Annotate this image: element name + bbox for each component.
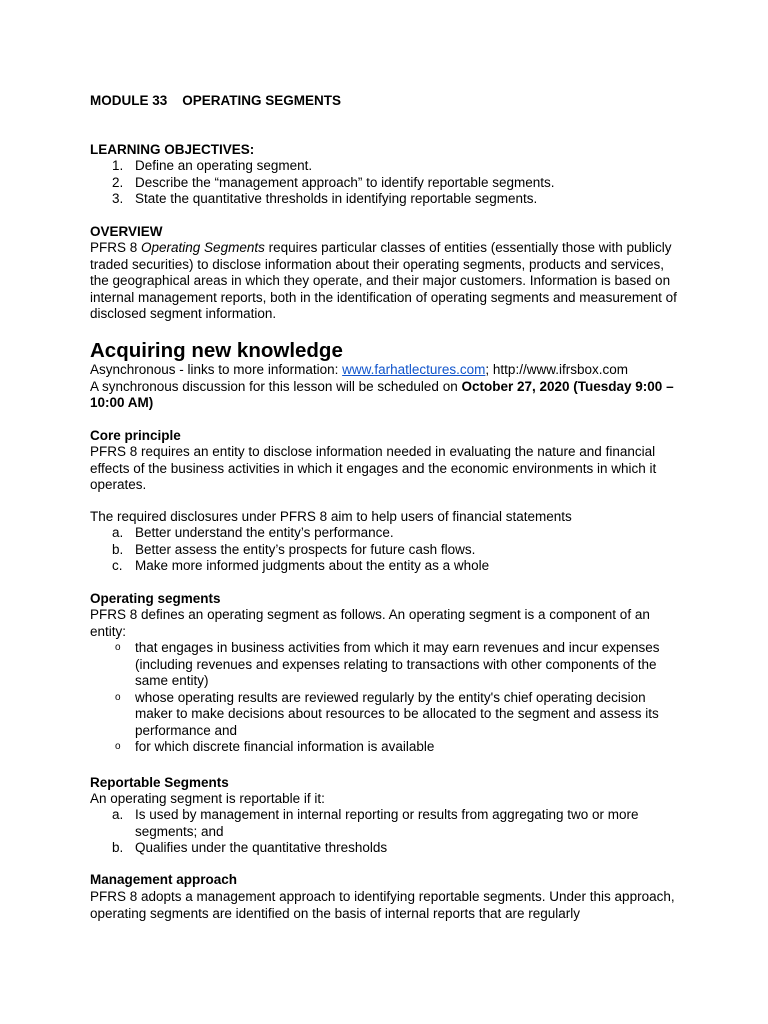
list-item [90,542,680,559]
list-item [90,558,680,575]
bullet-marker: o [115,642,121,653]
list-marker: c. [112,558,123,573]
list-item-text: Describe the “management approach” to identify reportable segments. [135,174,555,190]
reportable-segments-title: Reportable Segments [90,775,229,790]
list-marker: b. [112,541,124,557]
list-item [90,807,680,840]
sync-line [90,379,684,412]
list-item [90,739,680,756]
overview-standard-name: Operating Segments [141,240,265,255]
async-prefix: Asynchronous - links to more information: [90,362,343,377]
resource-info [90,362,684,412]
required-disclosures-text: The required disclosures under PFRS 8 aim to help users of financial statements [90,509,572,524]
reportable-criteria-list [90,807,680,857]
list-item [90,191,680,208]
list-item-text: Is used by management in internal reporting or results from aggregating two or more segments; and [135,807,639,839]
list-item [90,640,680,690]
module-number: MODULE 33 [90,93,168,108]
list-item-text: that engages in business activities from which it may earn revenues and incur expenses (including revenues and expenses relating to transactions with other components of the same entity) [135,640,660,688]
list-marker: a. [112,807,124,822]
async-suffix: ; http://www.ifrsbox.com [485,362,628,377]
list-marker: a. [112,525,124,540]
management-approach-title: Management approach [90,872,238,887]
operating-segment-criteria-list [90,640,680,756]
list-item-text: whose operating results are reviewed regularly by the entity's chief operating decision maker to make decisions about resources to be allocated to the segment and assess its performance and [135,689,659,738]
core-principle-text: PFRS 8 requires an entity to disclose information needed in evaluating the nature and financial effects of the business activities in which it engages and the economic environments in which it operates. [90,444,657,492]
overview-body: requires particular classes of entities (essentially those with publicly traded securities) to disclose information about their operating segments, products and services, the geographical areas in which they operate, and their major customers. Information is based on internal management reports, both in the identification of operating segments and measurement of disclosed segment information. [90,240,677,321]
list-item-text: Qualifies under the quantitative thresholds [135,840,388,855]
list-marker: 2. [112,174,124,190]
core-principle-title: Core principle [90,428,181,443]
list-item [90,175,680,192]
list-item [90,525,680,542]
list-item-text: Better understand the entity’s performance. [135,525,394,540]
learning-objectives-title: LEARNING OBJECTIVES: [90,142,255,157]
farhatlectures-link[interactable]: www.farhatlectures.com [342,362,486,377]
operating-segments-title: Operating segments [90,591,221,606]
list-item-text: Better assess the entity’s prospects for future cash flows. [135,541,476,557]
disclosure-aims-list [90,525,680,575]
overview-title: OVERVIEW [90,224,163,239]
bullet-marker: o [115,691,121,703]
overview-text [90,240,682,323]
list-item [90,690,680,740]
reportable-segments-text: An operating segment is reportable if it: [90,791,325,806]
list-marker: 1. [112,158,124,173]
sync-prefix: A synchronous discussion for this lesson will be scheduled on [90,378,462,394]
list-item [90,158,680,175]
async-line [90,362,684,379]
list-item-text: State the quantitative thresholds in identifying reportable segments. [135,191,538,206]
list-item-text: for which discrete financial information is available [135,739,435,754]
management-approach-text: PFRS 8 adopts a management approach to identifying reportable segments. Under this approach, operating segments are identified on the basis of internal reports that are regularly [90,889,675,921]
overview-lead: PFRS 8 [90,240,142,255]
list-marker: 3. [112,191,124,206]
list-marker: b. [112,840,124,855]
learning-objectives-list [90,158,680,208]
list-item-text: Make more informed judgments about the entity as a whole [135,558,490,573]
list-item [90,840,680,857]
module-title: OPERATING SEGMENTS [182,93,342,108]
operating-segments-text: PFRS 8 defines an operating segment as follows. An operating segment is a component of an entity: [90,607,650,639]
acquiring-heading: Acquiring new knowledge [90,339,343,362]
module-heading [90,93,680,110]
sync-date: October 27, 2020 (Tuesday 9:00 – 10:00 AM) [90,378,674,410]
bullet-marker: o [115,741,121,752]
list-item-text: Define an operating segment. [135,158,313,173]
